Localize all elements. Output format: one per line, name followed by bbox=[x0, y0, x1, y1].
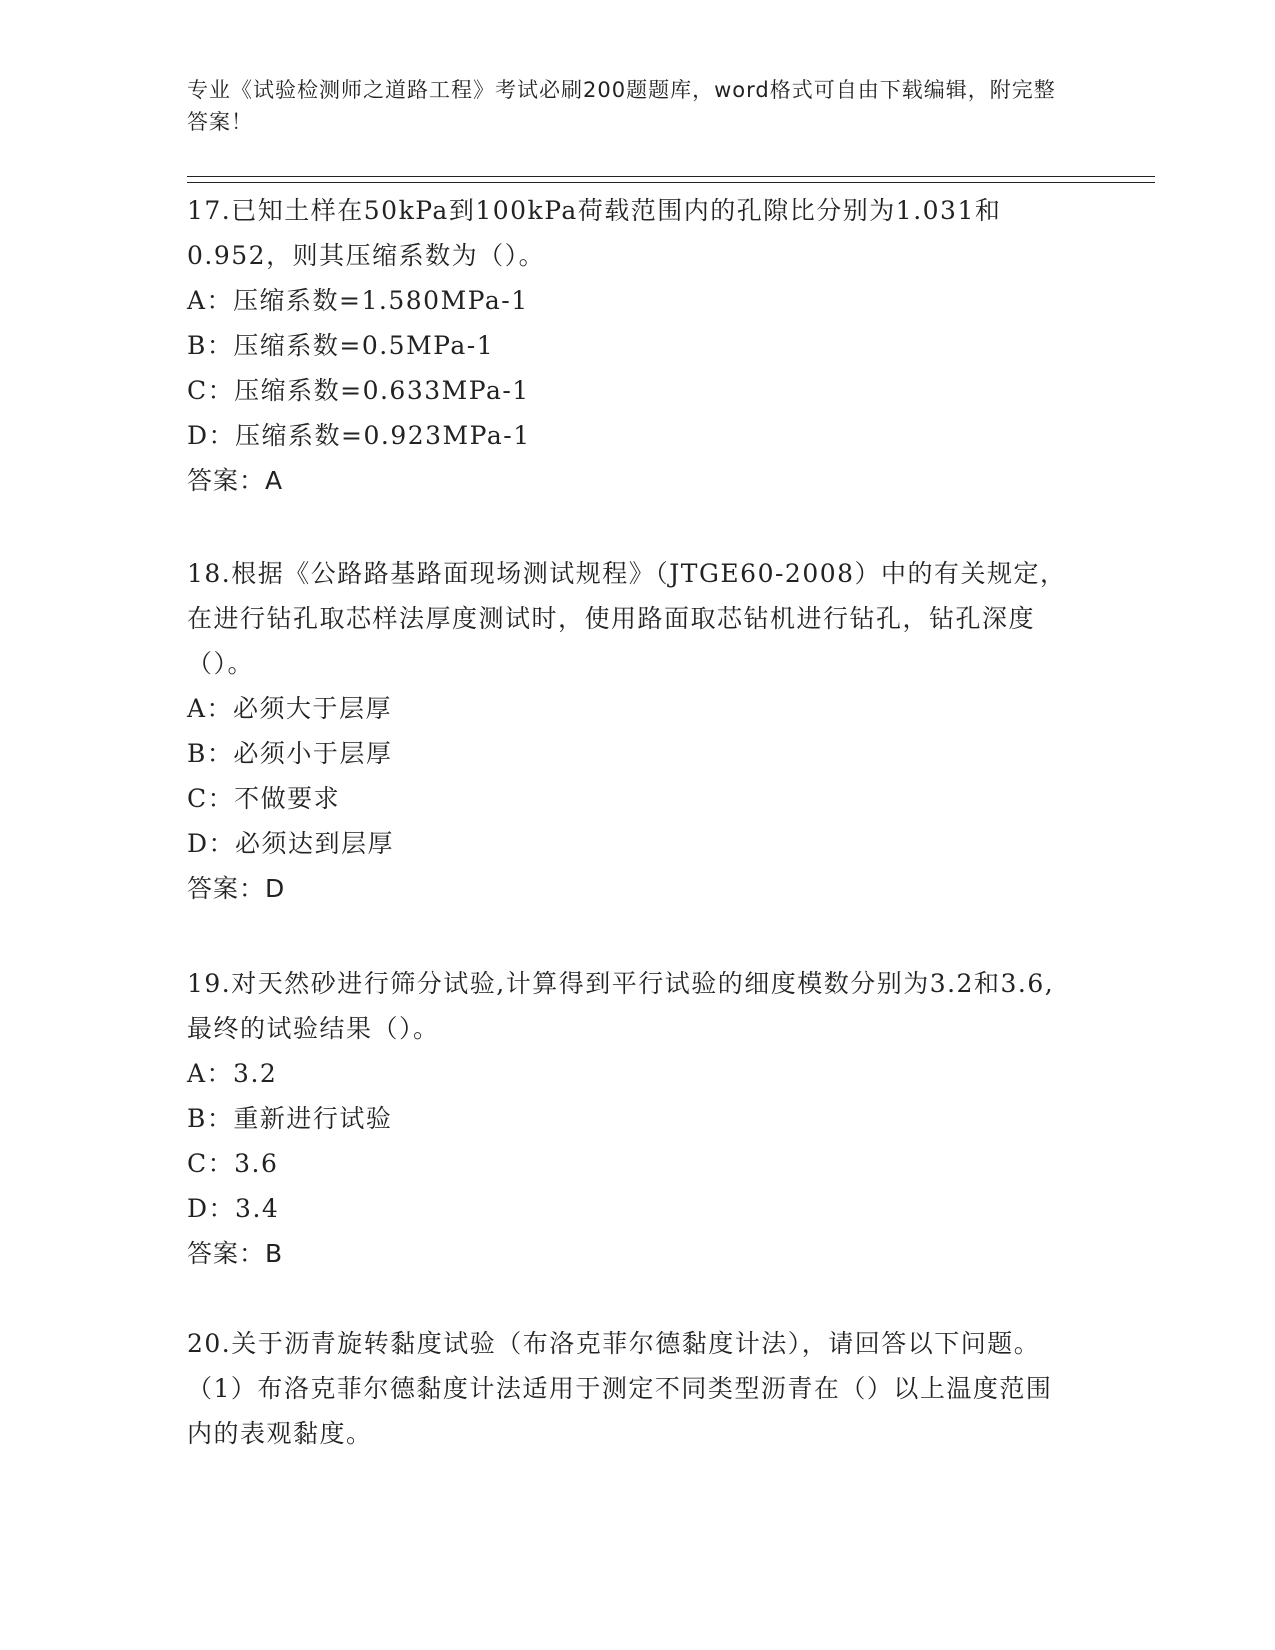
answer-line: 答案：D bbox=[187, 874, 286, 903]
option-b: B：重新进行试验 bbox=[187, 1104, 393, 1133]
question-19 bbox=[187, 961, 1067, 1276]
option-c: C：3.6 bbox=[187, 1149, 279, 1178]
option-a: A：必须大于层厚 bbox=[187, 694, 393, 723]
option-d: D：3.4 bbox=[187, 1194, 280, 1223]
question-17 bbox=[187, 188, 1067, 503]
document-header: 专业《试验检测师之道路工程》考试必刷200题题库，word格式可自由下载编辑，附完整答案！ bbox=[187, 78, 1056, 134]
option-c: C：不做要求 bbox=[187, 784, 341, 813]
option-d: D：压缩系数=0.923MPa-1 bbox=[187, 421, 531, 450]
option-d: D：必须达到层厚 bbox=[187, 829, 395, 858]
option-b: B：必须小于层厚 bbox=[187, 739, 393, 768]
question-stem: 20.关于沥青旋转黏度试验（布洛克菲尔德黏度计法），请回答以下问题。（1）布洛克菲尔德黏度计法适用于测定不同类型沥青在（）以上温度范围内的表观黏度。 bbox=[187, 1329, 1053, 1448]
answer-line: 答案：B bbox=[187, 1239, 284, 1268]
option-b: B：压缩系数=0.5MPa-1 bbox=[187, 331, 495, 360]
option-a: A：3.2 bbox=[187, 1059, 278, 1088]
header-divider-top bbox=[187, 176, 1155, 177]
question-20 bbox=[187, 1321, 1067, 1456]
option-c: C：压缩系数=0.633MPa-1 bbox=[187, 376, 530, 405]
question-stem: 19.对天然砂进行筛分试验,计算得到平行试验的细度模数分别为3.2和3.6,最终的试验结果（）。 bbox=[187, 969, 1055, 1043]
header-divider-bottom bbox=[187, 182, 1155, 183]
question-stem: 18.根据《公路路基路面现场测试规程》（JTGE60-2008）中的有关规定，在进行钻孔取芯样法厚度测试时，使用路面取芯钻机进行钻孔，钻孔深度（）。 bbox=[187, 559, 1067, 678]
option-a: A：压缩系数=1.580MPa-1 bbox=[187, 286, 529, 315]
question-18 bbox=[187, 551, 1067, 911]
answer-line: 答案：A bbox=[187, 466, 284, 495]
question-stem: 17.已知土样在50kPa到100kPa荷载范围内的孔隙比分别为1.031和0.952，则其压缩系数为（）。 bbox=[187, 196, 1002, 270]
